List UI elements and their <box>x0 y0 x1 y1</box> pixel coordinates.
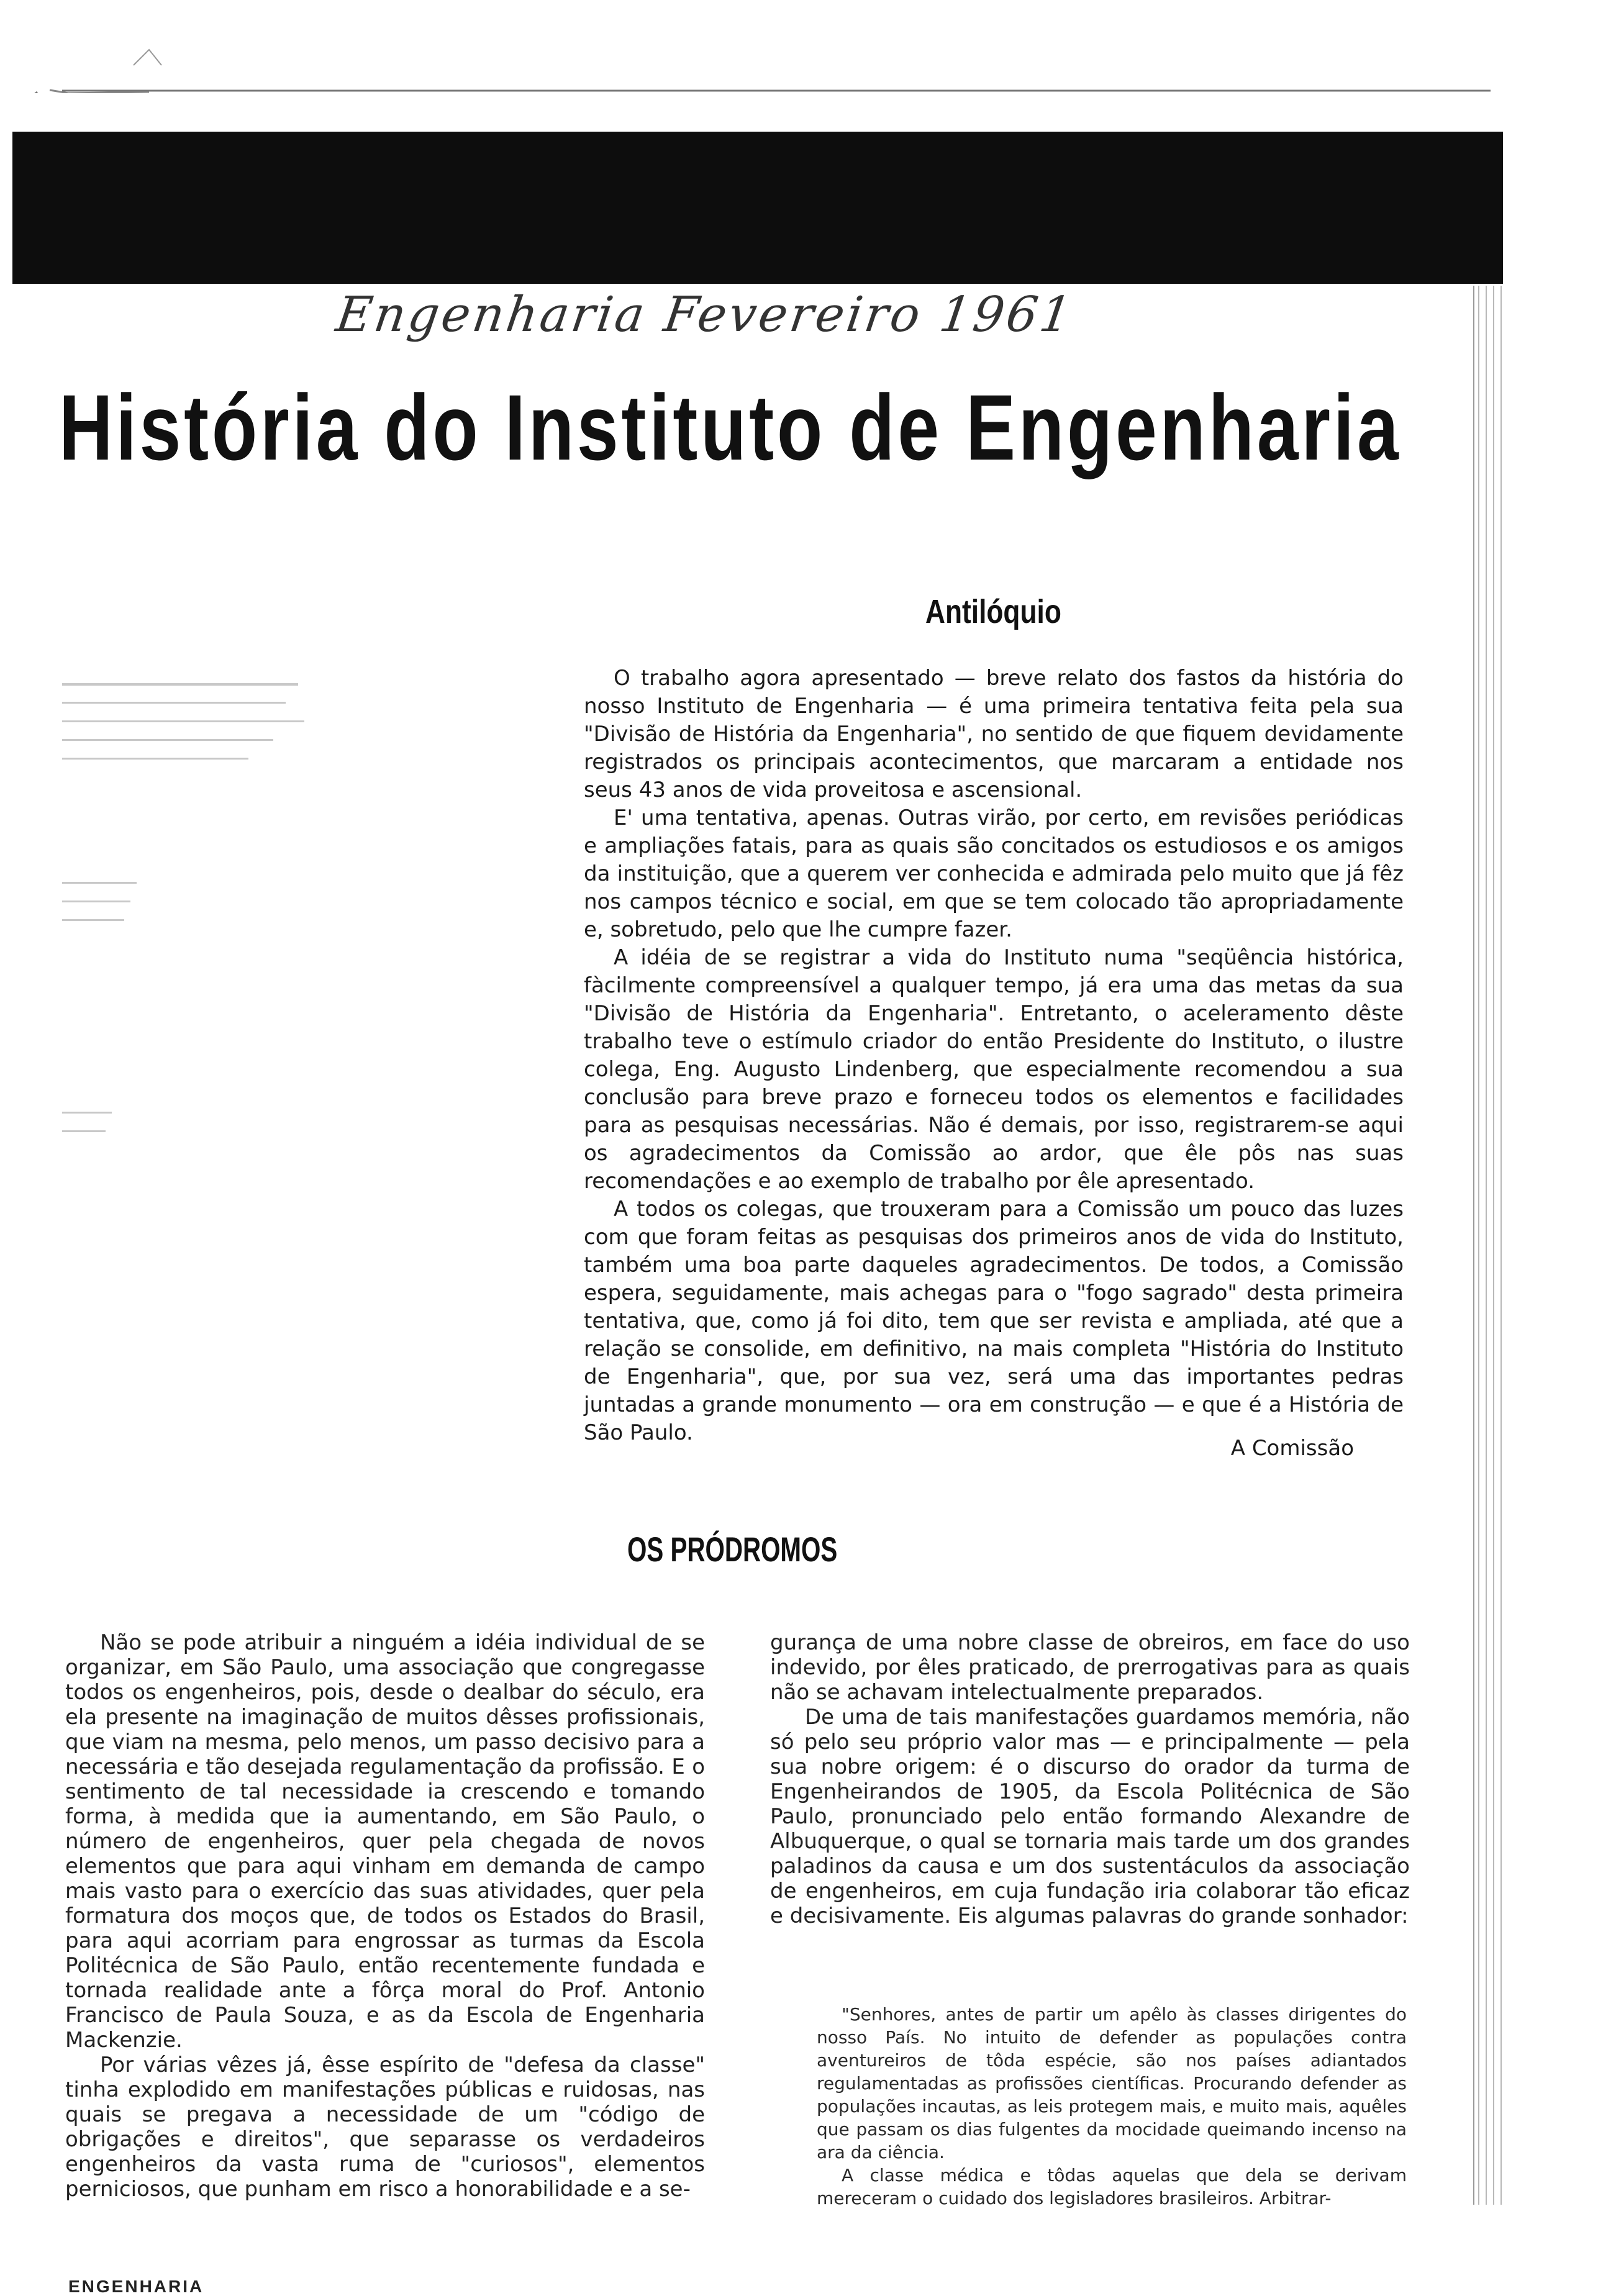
paragraph: Por várias vêzes já, êsse espírito de "defesa da classe" tinha explodido em manifestações públicas e ruidosas, nas quais se pregava a necessidade de um "código de obrigações e direitos", que separasse os verdadeiros engenheiros da vasta ruma de "curiosos", elementos perniciosos, que punham em risco a honorabilidade e a se- <box>65 2053 705 2202</box>
quote-paragraph: "Senhores, antes de partir um apêlo às classes dirigentes do nosso País. No intuito de defender as populações contra aventureiros de tôda espécie, são nos países adiantados regulamentadas as profissões científicas. Procurando defender as populações incautas, as leis protegem mais, e muito mais, aquêles que passam os dias fulgentes da mocidade queimando incenso na ara da ciência. <box>817 2004 1407 2162</box>
footer-running-head: ENGENHARIA <box>68 2277 204 2296</box>
antiloquio-body <box>584 665 1404 1447</box>
page-stack-edge <box>1473 286 1504 2205</box>
paragraph: A idéia de se registrar a vida do Instituto numa "seqüência histórica, fàcilmente compreensível a qualquer tempo, já era uma das metas da sua "Divisão de História da Engenharia". Entretanto, o aceleramento dêste trabalho teve o estímulo criador do então Presidente do Instituto, o ilustre colega, Eng. Augusto Lindenberg, que especialmente recomendou a sua conclusão para breve prazo e forneceu todos os elementos e facilidades para as pesquisas necessárias. Não é demais, por isso, registrarem-se aqui os agradecimentos da Comissão ao ardor, que êle pôs nas suas recomendações e ao exemplo de trabalho por êle apresentado. <box>584 945 1404 1194</box>
paragraph: O trabalho agora apresentado — breve relato dos fastos da história do nosso Instituto de Engenharia — é uma primeira tentativa feita pela sua "Divisão de História da Engenharia", no sentido de que fiquem devidamente registrados os principais acontecimentos, que marcaram a entidade nos seus 43 anos de vida proveitosa e ascensional. <box>584 666 1404 802</box>
block-quote <box>817 2003 1407 2210</box>
paragraph: gurança de uma nobre classe de obreiros, em face do uso indevido, por êles praticado, de prerrogativas para as quais não se achavam intelectualmente preparados. <box>770 1630 1410 1705</box>
column-left <box>65 1630 705 2202</box>
paragraph: De uma de tais manifestações guardamos memória, não só pelo seu próprio valor mas — e principalmente — pela sua nobre origem: é o discurso do orador da turma de Engenheirandos de 1905, da Escola Politécnica de São Paulo, pronunciado pelo então formando Alexandre de Albuquerque, o qual se tornaria mais tarde um dos grandes paladinos da causa e um dos sustentáculos da associação de engenheiros, em cuja fundação iria colaborar tão eficaz e decisivamente. Eis algumas palavras do grande sonhador: <box>770 1705 1410 1928</box>
black-header-band <box>12 132 1503 284</box>
scanner-tape-edge <box>0 0 1598 93</box>
faint-show-through <box>62 677 311 1186</box>
section-heading-antiloquio: Antilóquio <box>925 593 1061 630</box>
section-heading-prodromos: OS PRÓDROMOS <box>627 1530 838 1569</box>
paragraph: Não se pode atribuir a ninguém a idéia individual de se organizar, em São Paulo, uma associação que congregasse todos os engenheiros, pois, desde o dealbar do século, era ela presente na imaginação de muitos dêsses profissionais, que viam na mesma, pelo menos, um passo decisivo para a necessária e tão desejada regulamentação da profissão. E o sentimento de tal necessidade ia crescendo e tomando forma, à medida que ia aumentando, em São Paulo, o número de engenheiros, quer pela chegada de novos elementos que para aqui vinham em demanda de campo mais vasto para o exercício das suas atividades, quer pela formatura dos moços que, de todos os Estados do Brasil, para aqui acorriam para engrossar as turmas da Escola Politécnica de São Paulo, então recentemente fundada e tornada realidade ante a fôrça moral do Prof. Antonio Francisco de Paula Souza, e as da Escola de Engenharia Mackenzie. <box>65 1630 705 2053</box>
page-title: História do Instituto de Engenharia <box>59 375 1402 479</box>
signature: A Comissão <box>1230 1436 1354 1461</box>
quote-paragraph: A classe médica e tôdas aquelas que dela se derivam mereceram o cuidado dos legisladores brasileiros. Arbitrar- <box>817 2165 1407 2208</box>
handwritten-note: Engenharia Fevereiro 1961 <box>332 287 1078 343</box>
paragraph: E' uma tentativa, apenas. Outras virão, por certo, em revisões periódicas e ampliações fatais, para as quais são concitados os estudiosos e os amigos da instituição, que a querem ver conhecida e admirada pelo muito que já fêz nos campos técnico e social, em que se tem colocado tão apropriadamente e, sobretudo, pelo que lhe cumpre fazer. <box>584 805 1404 942</box>
column-right <box>770 1630 1410 1928</box>
paragraph: A todos os colegas, que trouxeram para a Comissão um pouco das luzes com que foram feitas as pesquisas dos primeiros anos de vida do Instituto, também uma boa parte daqueles agradecimentos. De todos, a Comissão espera, seguidamente, mais achegas para o "fogo sagrado" desta primeira tentativa, que, como já foi dito, tem que ser revista e ampliada, até que a relação se consolide, em definitivo, na mais completa "História do Instituto de Engenharia", que, por sua vez, será uma das importantes pedras juntadas a grande monumento — ora em construção — e que é a História de São Paulo. <box>584 1197 1404 1445</box>
